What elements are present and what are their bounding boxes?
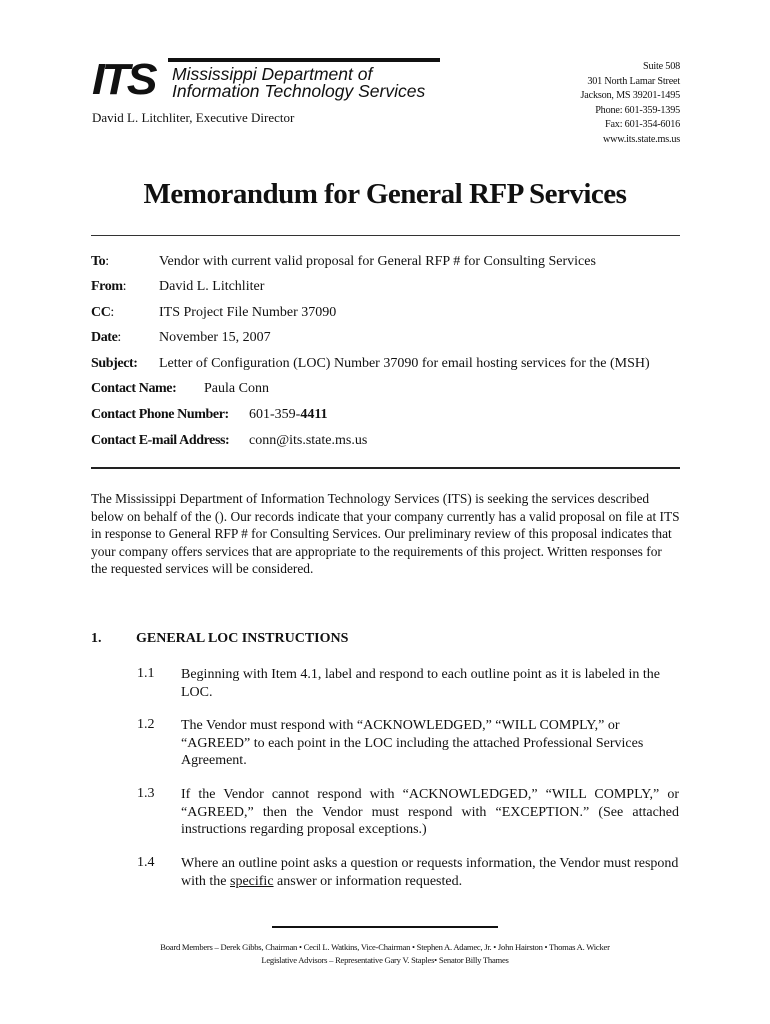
its-logo — [92, 55, 440, 104]
address-phone: Phone: 601-359-1395 — [595, 104, 680, 116]
item-1-4-text-start: Where an outline point asks a question or requests information, the Vendor must respond with the — [181, 856, 679, 889]
to-label: To — [91, 254, 106, 269]
item-1-2-number: 1.2 — [137, 717, 155, 732]
footer-divider — [272, 926, 498, 928]
section-title: GENERAL LOC INSTRUCTIONS — [136, 631, 349, 646]
contact-email-value[interactable]: conn@its.state.ms.us — [249, 433, 368, 448]
item-1-1-number: 1.1 — [137, 666, 155, 681]
executive-director: David L. Litchliter, Executive Director — [92, 110, 295, 125]
address-suite: Suite 508 — [643, 61, 680, 72]
contact-email-row — [91, 433, 368, 449]
from-label: From — [91, 279, 123, 294]
intro-paragraph: The Mississippi Department of Information Technology Services (ITS) is seeking the services described below on behalf of the (). Our records indicate that your company currently has a valid proposal on file at ITS in response to General RFP # for Consulting Services. Our preliminary review of this proposal indicates that your company offers services that are appropriate to the requirements of this project. Written responses for the requested services will be considered. — [91, 491, 680, 577]
subject-value: Letter of Configuration (LOC) Number 37090 for email hosting services for the (MSH) — [159, 356, 650, 371]
footer-legislative-advisors: Legislative Advisors – Representative Gary V. Staples• Senator Billy Thames — [261, 955, 509, 965]
logo-mark: ITS — [92, 55, 155, 104]
memo-date-row: Date: November 15, 2007 — [91, 330, 271, 345]
to-value: Vendor with current valid proposal for General RFP # for Consulting Services — [159, 254, 596, 269]
contact-name-row — [91, 381, 269, 397]
contact-email-label: Contact E-mail Address: — [91, 433, 230, 448]
memo-cc-row: CC: ITS Project File Number 37090 — [91, 305, 337, 320]
footer-board-members: Board Members – Derek Gibbs, Chairman • Cecil L. Watkins, Vice-Chairman • Stephen A. Adamec, Jr. • John Hairston • Thomas A. Wicker — [160, 942, 610, 952]
date-value: November 15, 2007 — [159, 330, 271, 345]
section-number: 1. — [91, 631, 102, 646]
memo-to-row: To: Vendor with current valid proposal for General RFP # for Consulting Services — [91, 254, 596, 269]
agency-address — [581, 60, 680, 147]
address-city: Jackson, MS 39201-1495 — [580, 90, 680, 101]
item-1-3-number: 1.3 — [137, 786, 155, 801]
address-fax: Fax: 601-354-6016 — [605, 119, 680, 130]
contact-phone-label: Contact Phone Number: — [91, 407, 229, 422]
contact-phone-row — [91, 407, 328, 423]
from-value: David L. Litchliter — [159, 279, 265, 294]
item-1-4-text — [181, 855, 679, 890]
contact-phone-prefix: 601-359- — [249, 407, 301, 422]
item-1-1-text: Beginning with Item 4.1, label and respond to each outline point as it is labeled in the LOC. — [181, 667, 661, 700]
memo-from-row: From: David L. Litchliter — [91, 279, 265, 294]
address-street: 301 North Lamar Street — [587, 75, 680, 87]
subject-label: Subject: — [91, 356, 138, 371]
contact-name-value: Paula Conn — [204, 381, 269, 396]
date-label: Date — [91, 330, 118, 345]
item-1-4-number: 1.4 — [137, 855, 155, 870]
item-1-2-text: The Vendor must respond with “ACKNOWLEDGED,” “WILL COMPLY,” or “AGREED” to each point in the LOC including the attached Professional Services Agreement. — [181, 718, 644, 768]
logo-line-1: Mississippi Department of — [172, 64, 373, 84]
address-website[interactable]: www.its.state.ms.us — [602, 133, 680, 145]
contact-phone-suffix: 4411 — [300, 407, 328, 422]
item-1-4-emphasis: specific — [230, 873, 274, 889]
contact-phone-value — [249, 407, 328, 423]
logo-top-bar — [168, 58, 440, 62]
title-divider — [91, 235, 680, 236]
cc-label: CC — [91, 305, 111, 320]
logo-line-2: Information Technology Services — [172, 81, 426, 101]
item-1-3-text: If the Vendor cannot respond with “ACKNOWLEDGED,” “WILL COMPLY,” or “AGREED,” then the Vendor must respond with “EXCEPTION.” (See attached instructions regarding proposal exceptions.) — [181, 787, 679, 837]
memo-subject-row — [91, 356, 650, 372]
item-1-4-text-end: answer or information requested. — [273, 873, 463, 889]
header-divider — [91, 467, 680, 469]
contact-name-label: Contact Name: — [91, 381, 177, 396]
memo-title: Memorandum for General RFP Services — [143, 178, 627, 210]
cc-value: ITS Project File Number 37090 — [159, 305, 337, 320]
